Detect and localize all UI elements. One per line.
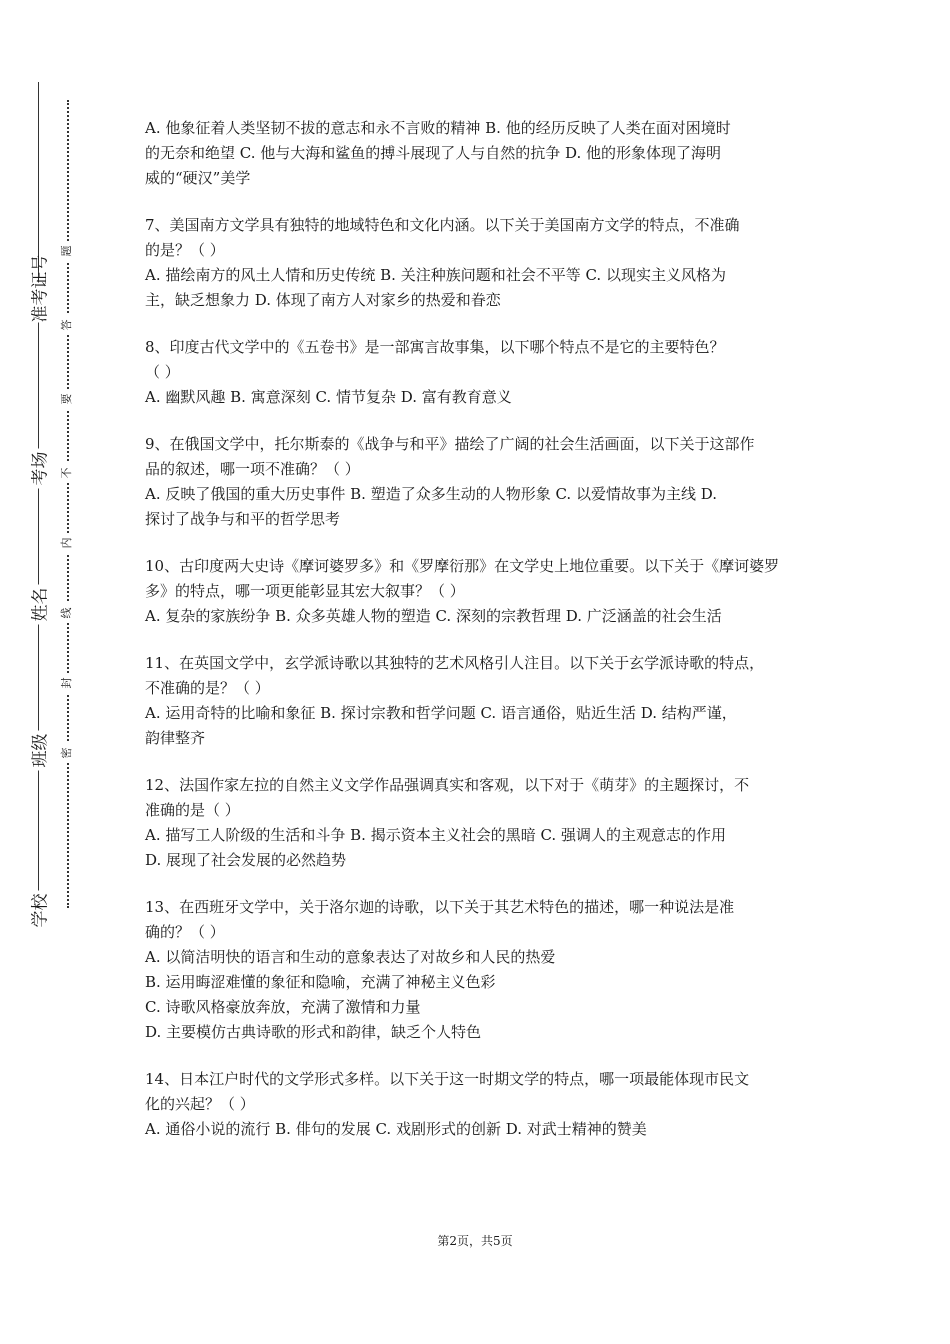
seal-dotted-line	[67, 100, 69, 908]
question-line: D. 展现了社会发展的必然趋势	[145, 851, 347, 869]
question-block	[145, 213, 815, 313]
question-line: A. 反映了俄国的重大历史事件 B. 塑造了众多生动的人物形象 C. 以爱情故事为主线 D.	[145, 485, 717, 503]
seal-char: 内	[60, 533, 74, 553]
exam-room-label: 考场	[26, 449, 51, 489]
binding-solid-line	[38, 82, 39, 920]
seal-char: 不	[60, 463, 74, 483]
question-block	[145, 116, 815, 191]
question-line: 韵律整齐	[145, 729, 206, 747]
page-footer: 第2页，共5页	[437, 1234, 513, 1248]
question-line: 威的“硬汉”美学	[145, 169, 251, 187]
question-line: 11、在英国文学中，玄学派诗歌以其独特的艺术风格引人注目。以下关于玄学派诗歌的特点，	[145, 654, 765, 672]
question-line: 主，缺乏想象力 D. 体现了南方人对家乡的热爱和眷恋	[145, 291, 501, 309]
seal-char: 封	[60, 673, 74, 693]
question-line: 多》的特点，哪一项更能彰显其宏大叙事？（ ）	[145, 582, 465, 600]
question-line: C. 诗歌风格豪放奔放，充满了激情和力量	[145, 998, 421, 1016]
question-line: A. 幽默风趣 B. 寓意深刻 C. 情节复杂 D. 富有教育意义	[145, 388, 512, 406]
question-line: 7、美国南方文学具有独特的地域特色和文化内涵。以下关于美国南方文学的特点，不准确	[145, 216, 740, 234]
question-line: A. 描绘南方的风土人情和历史传统 B. 关注种族问题和社会不平等 C. 以现实主义风格为	[145, 266, 726, 284]
exam-number-label: 准考证号	[26, 283, 51, 323]
seal-char: 答	[60, 315, 74, 335]
question-line: A. 以简洁明快的语言和生动的意象表达了对故乡和人民的热爱	[145, 948, 556, 966]
question-line: 的无奈和绝望 C. 他与大海和鲨鱼的搏斗展现了人与自然的抗争 D. 他的形象体现了海明	[145, 144, 722, 162]
seal-char: 密	[60, 743, 74, 763]
question-line: 化的兴起？（ ）	[145, 1095, 255, 1113]
question-block	[145, 1067, 815, 1142]
question-line: 10、古印度两大史诗《摩诃婆罗多》和《罗摩衍那》在文学史上地位重要。以下关于《摩诃婆罗	[145, 557, 780, 575]
class-label: 班级	[26, 731, 51, 771]
question-block	[145, 651, 815, 751]
question-line: D. 主要模仿古典诗歌的形式和韵律，缺乏个人特色	[145, 1023, 482, 1041]
question-line: A. 通俗小说的流行 B. 俳句的发展 C. 戏剧形式的创新 D. 对武士精神的赞美	[145, 1120, 647, 1138]
question-line: B. 运用晦涩难懂的象征和隐喻，充满了神秘主义色彩	[145, 973, 496, 991]
question-line: （ ）	[145, 363, 180, 381]
seal-char: 题	[60, 241, 74, 261]
question-line: 品的叙述，哪一项不准确？（ ）	[145, 460, 360, 478]
question-line: 13、在西班牙文学中，关于洛尔迦的诗歌，以下关于其艺术特色的描述，哪一种说法是准	[145, 898, 735, 916]
question-line: 14、日本江户时代的文学形式多样。以下关于这一时期文学的特点，哪一项最能体现市民文	[145, 1070, 750, 1088]
question-line: 确的？（ ）	[145, 923, 225, 941]
question-line: A. 复杂的家族纷争 B. 众多英雄人物的塑造 C. 深刻的宗教哲理 D. 广泛涵盖的社会生活	[145, 607, 722, 625]
question-block	[145, 432, 815, 532]
question-line: 准确的是（ ）	[145, 801, 240, 819]
question-line: A. 描写工人阶级的生活和斗争 B. 揭示资本主义社会的黑暗 C. 强调人的主观意志的作用	[145, 826, 726, 844]
question-block	[145, 895, 815, 1045]
question-line: 探讨了战争与和平的哲学思考	[145, 510, 341, 528]
question-line: 的是？（ ）	[145, 241, 225, 259]
name-label: 姓名	[26, 585, 51, 625]
question-line: 8、印度古代文学中的《五卷书》是一部寓言故事集，以下哪个特点不是它的主要特色？	[145, 338, 725, 356]
seal-char: 线	[60, 603, 74, 623]
question-line: A. 他象征着人类坚韧不拔的意志和永不言败的精神 B. 他的经历反映了人类在面对困境时	[145, 119, 731, 137]
question-block	[145, 554, 815, 629]
question-block	[145, 335, 815, 410]
question-line: 12、法国作家左拉的自然主义文学作品强调真实和客观，以下对于《萌芽》的主题探讨，不	[145, 776, 750, 794]
seal-char: 要	[60, 389, 74, 409]
question-block	[145, 773, 815, 873]
binding-margin	[0, 0, 120, 1344]
school-label: 学校	[26, 891, 51, 931]
question-line: 不准确的是？（ ）	[145, 679, 270, 697]
question-line: A. 运用奇特的比喻和象征 B. 探讨宗教和哲学问题 C. 语言通俗，贴近生活 D. 结构严谨，	[145, 704, 737, 722]
question-line: 9、在俄国文学中，托尔斯泰的《战争与和平》描绘了广阔的社会生活画面，以下关于这部作	[145, 435, 755, 453]
question-list	[145, 116, 815, 1164]
